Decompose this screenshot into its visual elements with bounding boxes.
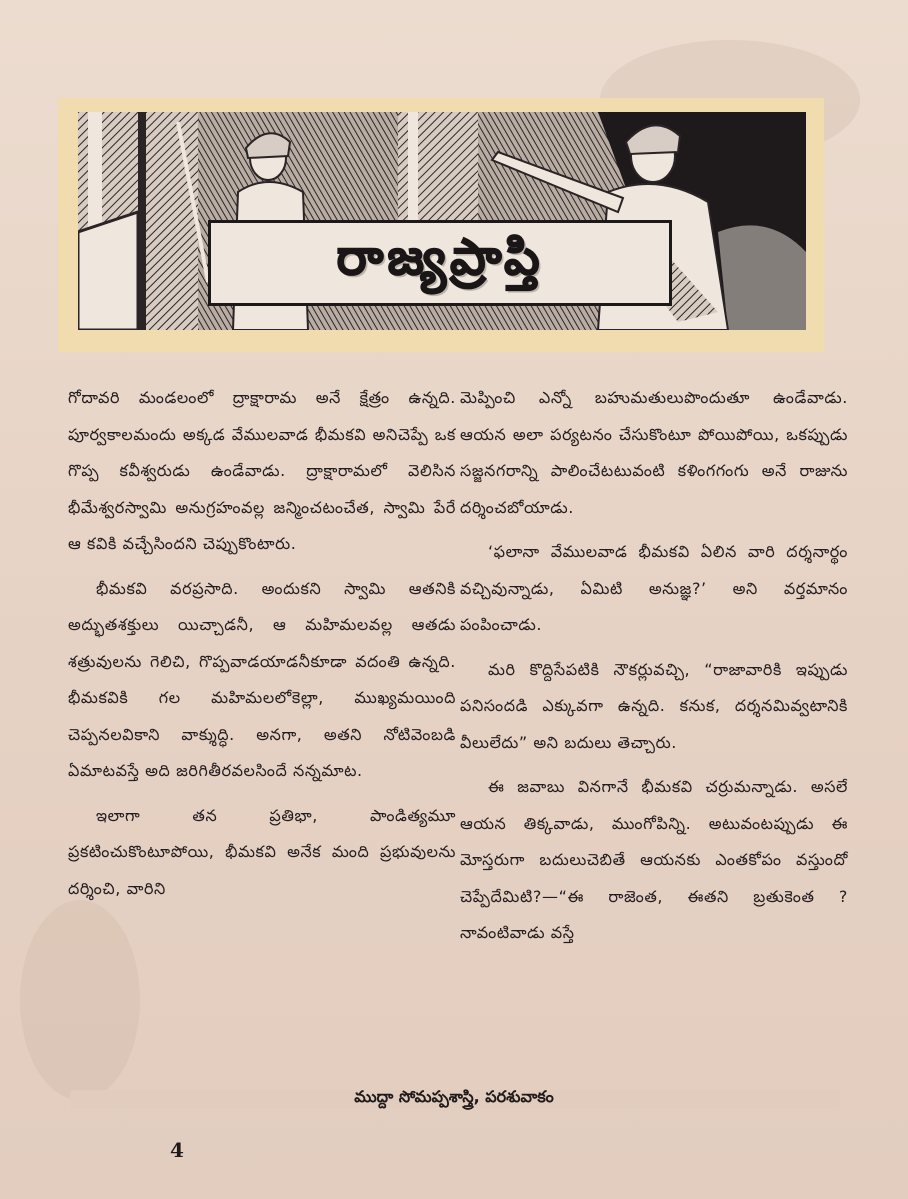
paragraph: గోదావరి మండలంలో ద్రాక్షారామ అనే క్షేత్రం ఉన్నది. పూర్వకాలమందు అక్కడ వేములవాడ భీమకవి అనిచెప్పే ఒక గొప్ప కవీశ్వరుడు ఉండేవాడు. ద్రాక్షారామలో వెలిసిన భీమేశ్వరస్వామి అనుగ్రహంవల్ల జన్మించటంచేత, స్వామి పేరే ఆ కవికి వచ్చేసిందని చెప్పుకొంటారు. xyxy=(68,388,456,553)
byline xyxy=(60,1080,848,1116)
right-column xyxy=(460,380,848,960)
page-title: రాజ్యప్రాప్తి xyxy=(336,227,544,286)
paragraph: భీమకవి వరప్రసాది. అందుకని స్వామి ఆతనికి అద్భుతశక్తులు యిచ్చాడనీ, ఆ మహిమలవల్ల ఆతడు శత్రువులను గెలిచి, గొప్పవాడయాడనీకూడా వదంతి ఉన్నది. భీమకవికి గల మహిమలలోకెల్లా, ముఖ్యమయింది చెప్పనలవికాని వాక్శుద్ధి. అనగా, అతని నోటివెంబడి ఏమాటవస్తే అది జరిగితీరవలసిందే నన్నమాట. xyxy=(68,578,456,780)
author-name: ముద్దా సోమప్పశాస్త్రి, పరశువాకం xyxy=(354,1086,554,1106)
paragraph: మరి కొద్దిసేపటికి నౌకర్లువచ్చి, “రాజావారికి ఇప్పుడు పనిసందడి ఎక్కువగా ఉన్నది. కనుక, దర్శనమివ్వటానికి వీలులేదు” అని బదులు తెచ్చారు. xyxy=(460,659,848,752)
page-number: 4 xyxy=(170,1138,184,1162)
paper-stain xyxy=(20,900,140,1100)
title-box xyxy=(208,220,672,306)
paragraph: ఇలాగా తన ప్రతిభా, పాండిత్యమూ ప్రకటించుకొంటూపోయి, భీమకవి అనేక మంది ప్రభువులను దర్శించి, వారిని xyxy=(68,805,456,898)
paragraph: ‘ఫలానా వేములవాడ భీమకవి ఏలిన వారి దర్శనార్థం వచ్చివున్నాడు, ఏమిటి అనుజ్ఞ?’ అని వర్తమానం పంపించాడు. xyxy=(460,542,848,634)
paragraph: మెప్పించి ఎన్నో బహుమతులుపొందుతూ ఉండేవాడు. ఆయన అలా పర్యటనం చేసుకొంటూ పోయిపోయి, ఒకప్పుడు సజ్జనగరాన్ని పాలించేటటువంటి కళింగగంగు అనే రాజును దర్శించబోయాడు. xyxy=(460,388,848,517)
paragraph: ఈ జవాబు వినగానే భీమకవి చర్రుమన్నాడు. అసలే ఆయన తిక్కవాడు, ముంగోపిన్ని. అటువంటప్పుడు ఈ మోస్తరుగా బదులుచెబితే ఆయనకు ఎంతకోపం వస్తుందో చెప్పేదేమిటి?—“ఈ రాజెంత, ఈతని బ్రతుకెంత ? నావంటివాడు వస్తే xyxy=(460,777,848,942)
left-column xyxy=(68,380,456,915)
